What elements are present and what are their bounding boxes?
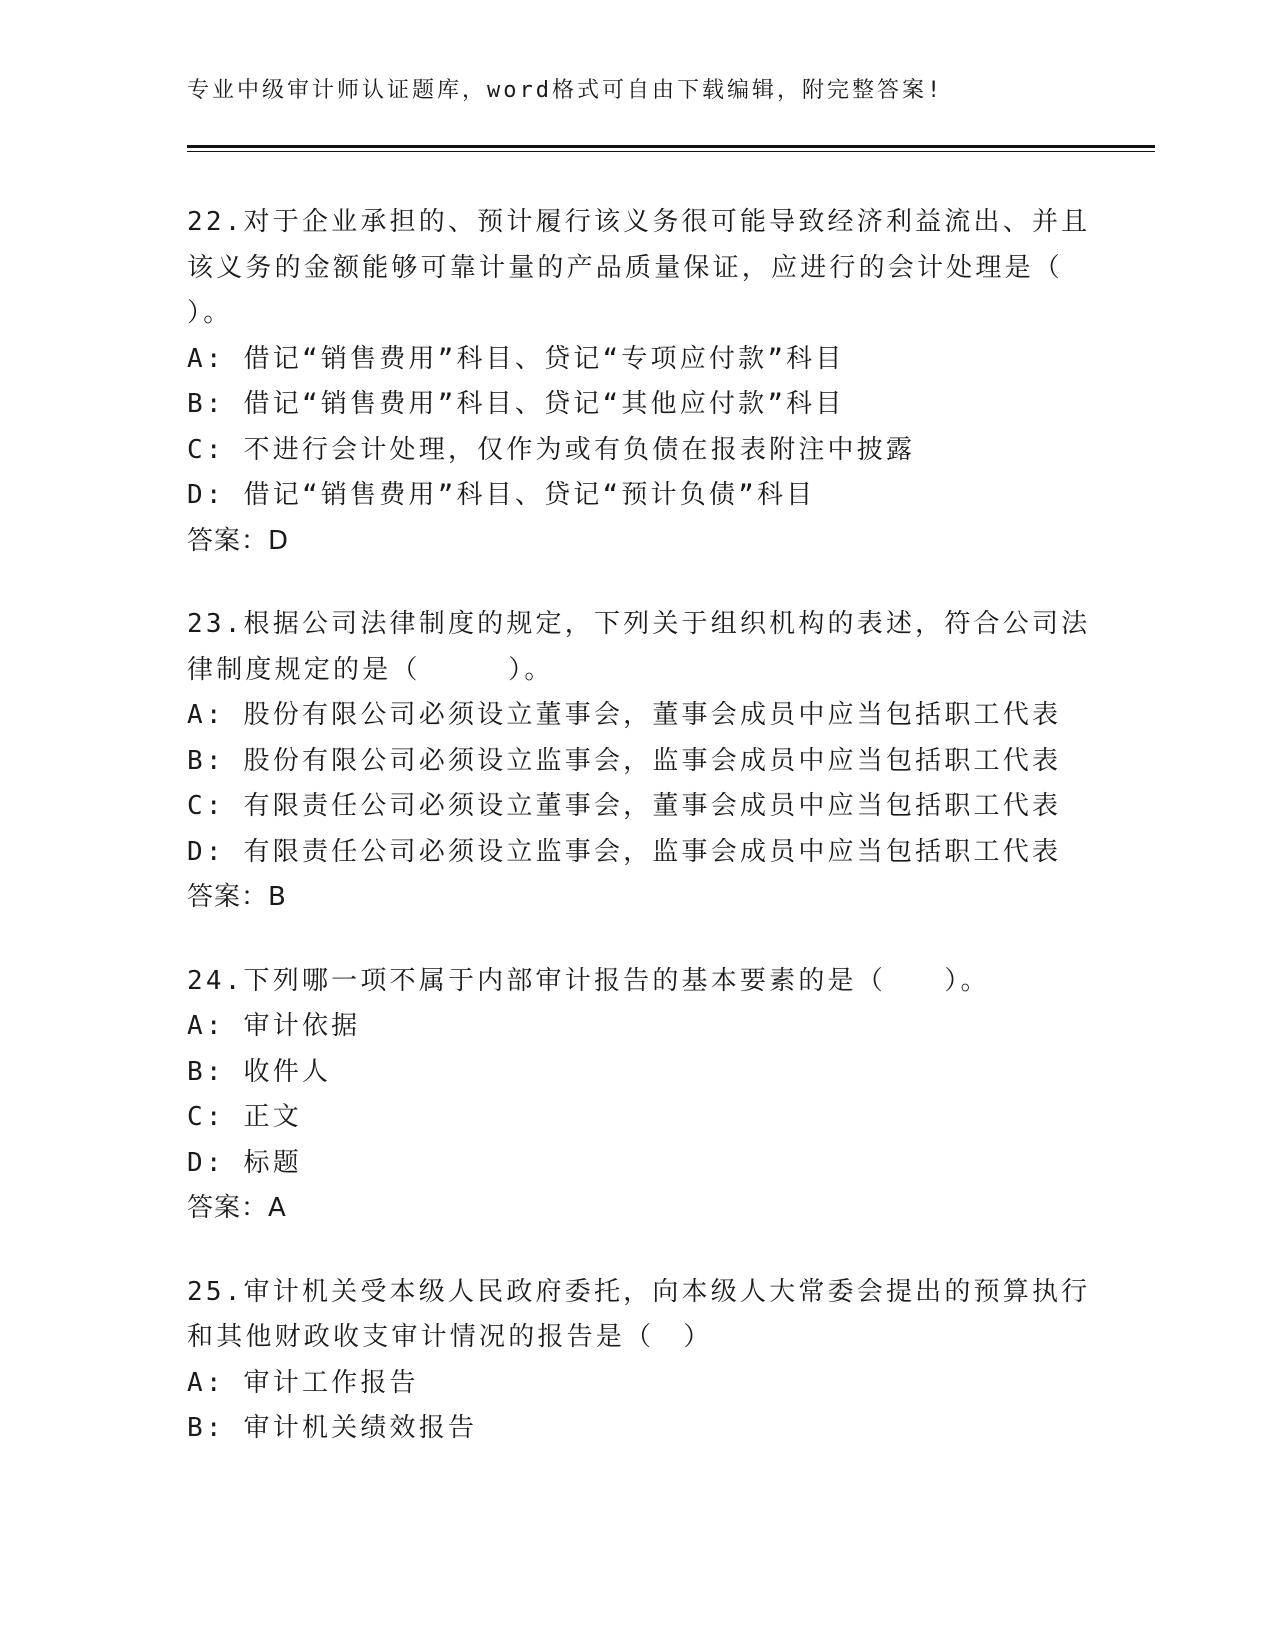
question-text: 和其他财政收支审计情况的报告是（ ） xyxy=(187,1322,713,1352)
option-a: A: 审计依据 xyxy=(187,1011,361,1041)
question-23 xyxy=(187,602,1091,921)
option-a: A: 股份有限公司必须设立董事会，董事会成员中应当包括职工代表 xyxy=(187,700,1062,730)
option-b: B: 借记“销售费用”科目、贷记“其他应付款”科目 xyxy=(187,389,845,419)
option-a: A: 审计工作报告 xyxy=(187,1367,419,1398)
option-b: B: 审计机关绩效报告 xyxy=(187,1413,478,1443)
header-rule-thin xyxy=(187,151,1155,152)
option-c: C: 有限责任公司必须设立董事会，董事会成员中应当包括职工代表 xyxy=(187,791,1062,821)
answer: 答案：D xyxy=(187,525,290,556)
option-c: C: 不进行会计处理，仅作为或有负债在报表附注中披露 xyxy=(187,434,916,465)
question-text: 25.审计机关受本级人民政府委托，向本级人大常委会提出的预算执行 xyxy=(187,1276,1091,1307)
question-text: 24.下列哪一项不属于内部审计报告的基本要素的是（ ）。 xyxy=(187,965,990,996)
answer: 答案：A xyxy=(187,1193,287,1223)
header-rule-thick xyxy=(187,145,1155,148)
option-a: A: 借记“销售费用”科目、贷记“专项应付款”科目 xyxy=(187,343,845,374)
option-c: C: 正文 xyxy=(187,1102,302,1132)
option-b: B: 收件人 xyxy=(187,1056,332,1087)
question-text: 该义务的金额能够可靠计量的产品质量保证，应进行的会计处理是（ xyxy=(187,252,1064,283)
question-24 xyxy=(187,959,1087,1232)
question-list xyxy=(187,200,1091,1490)
question-25 xyxy=(187,1270,1091,1452)
page-header: 专业中级审计师认证题库，word格式可自由下载编辑，附完整答案! xyxy=(187,78,944,103)
option-d: D: 标题 xyxy=(187,1147,302,1178)
question-text: 22.对于企业承担的、预计履行该义务很可能导致经济利益流出、并且 xyxy=(187,207,1091,237)
question-text: ）。 xyxy=(187,298,233,328)
question-22 xyxy=(187,200,1091,564)
option-b: B: 股份有限公司必须设立监事会，监事会成员中应当包括职工代表 xyxy=(187,745,1062,776)
question-text: 23.根据公司法律制度的规定，下列关于组织机构的表述，符合公司法 xyxy=(187,609,1091,639)
option-d: D: 有限责任公司必须设立监事会，监事会成员中应当包括职工代表 xyxy=(187,836,1062,867)
answer: 答案：B xyxy=(187,882,287,912)
question-text: 律制度规定的是（ ）。 xyxy=(187,654,554,685)
option-d: D: 借记“销售费用”科目、贷记“预计负债”科目 xyxy=(187,480,816,510)
